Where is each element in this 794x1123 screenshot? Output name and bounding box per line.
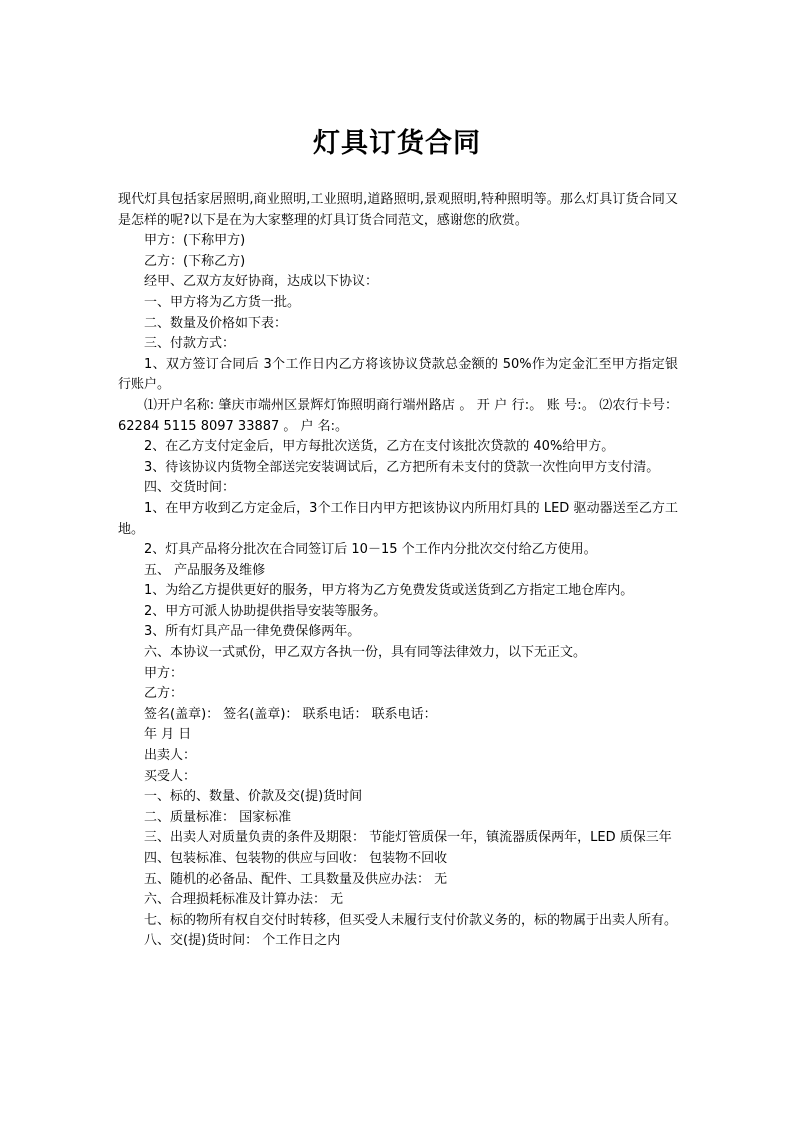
party-b-line: 乙方：(下称乙方): [144, 253, 246, 269]
bank-account-info: ⑴开户名称: 肇庆市端州区景辉灯饰照明商行端州路店 。 开 户 行:。 账 号:。 ⑵农行卡号： 62284 5115 8097 33887 。 户 名:。: [118, 397, 678, 434]
intro-paragraph: 现代灯具包括家居照明,商业照明,工业照明,道路照明,景观照明,特种照明等。那么灯具订货合同又是怎样的呢?以下是在为大家整理的灯具订货合同范文，感谢您的欣赏。: [118, 192, 678, 228]
term-2: 二、质量标准： 国家标准: [144, 809, 292, 825]
delivery-item-1: 1、在甲方收到乙方定金后，3个工作日内甲方把该协议内所用灯具的 LED 驱动器送至乙方工地。: [118, 500, 678, 537]
clause-4-heading: 四、交货时间：: [144, 480, 236, 496]
seller-line: 出卖人：: [144, 748, 197, 764]
term-5: 五、随机的必备品、配件、工具数量及供应办法： 无: [144, 871, 448, 887]
term-7: 七、标的物所有权自交付时转移，但买受人未履行支付价款义务的，标的物属于出卖人所有。: [144, 912, 678, 928]
term-6: 六、合理损耗标准及计算办法： 无: [144, 892, 344, 908]
clause-5-heading: 五、 产品服务及维修: [144, 562, 266, 578]
agreement-intro: 经甲、乙双方友好协商，达成以下协议：: [144, 274, 379, 290]
date-line: 年 月 日: [144, 727, 192, 743]
party-a-line: 甲方：(下称甲方): [144, 233, 246, 249]
service-item-1: 1、为给乙方提供更好的服务，甲方将为乙方免费发货或送货到乙方指定工地仓库内。: [144, 583, 634, 599]
signature-party-a: 甲方：: [144, 665, 184, 681]
clause-1: 一、甲方将为乙方货一批。: [144, 294, 301, 310]
buyer-line: 买受人：: [144, 768, 197, 784]
clause-2: 二、数量及价格如下表：: [144, 315, 288, 331]
clause-3-heading: 三、付款方式：: [144, 336, 236, 352]
signature-line: 签名(盖章)： 签名(盖章)： 联系电话： 联系电话：: [144, 706, 437, 722]
term-1: 一、标的、数量、价款及交(提)货时间: [144, 789, 363, 805]
payment-item-2: 2、在乙方支付定金后，甲方每批次送货，乙方在支付该批次贷款的 40%给甲方。: [144, 439, 615, 455]
term-3: 三、出卖人对质量负责的条件及期限： 节能灯管质保一年，镇流器质保两年，LED 质保三年: [144, 830, 672, 846]
term-4: 四、包装标准、包装物的供应与回收： 包装物不回收: [144, 851, 448, 866]
term-8: 八、交(提)货时间： 个工作日之内: [144, 933, 341, 949]
document-title: 灯具订货合同: [313, 128, 481, 159]
service-item-3: 3、所有灯具产品一律免费保修两年。: [144, 624, 361, 640]
payment-item-3: 3、待该协议内货物全部送完安装调试后，乙方把所有未支付的贷款一次性向甲方支付清。: [144, 459, 660, 475]
clause-6: 六、本协议一式贰份，甲乙双方各执一份，具有同等法律效力，以下无正文。: [144, 645, 587, 661]
service-item-2: 2、甲方可派人协助提供指导安装等服务。: [144, 603, 387, 619]
delivery-item-2: 2、灯具产品将分批次在合同签订后 10－15 个工作内分批次交付给乙方使用。: [144, 542, 597, 558]
signature-party-b: 乙方：: [144, 686, 184, 702]
document-body: [118, 190, 678, 952]
payment-item-1: 1、双方签订合同后 3个工作日内乙方将该协议贷款总金额的 50%作为定金汇至甲方指定银行账户。: [118, 356, 678, 393]
